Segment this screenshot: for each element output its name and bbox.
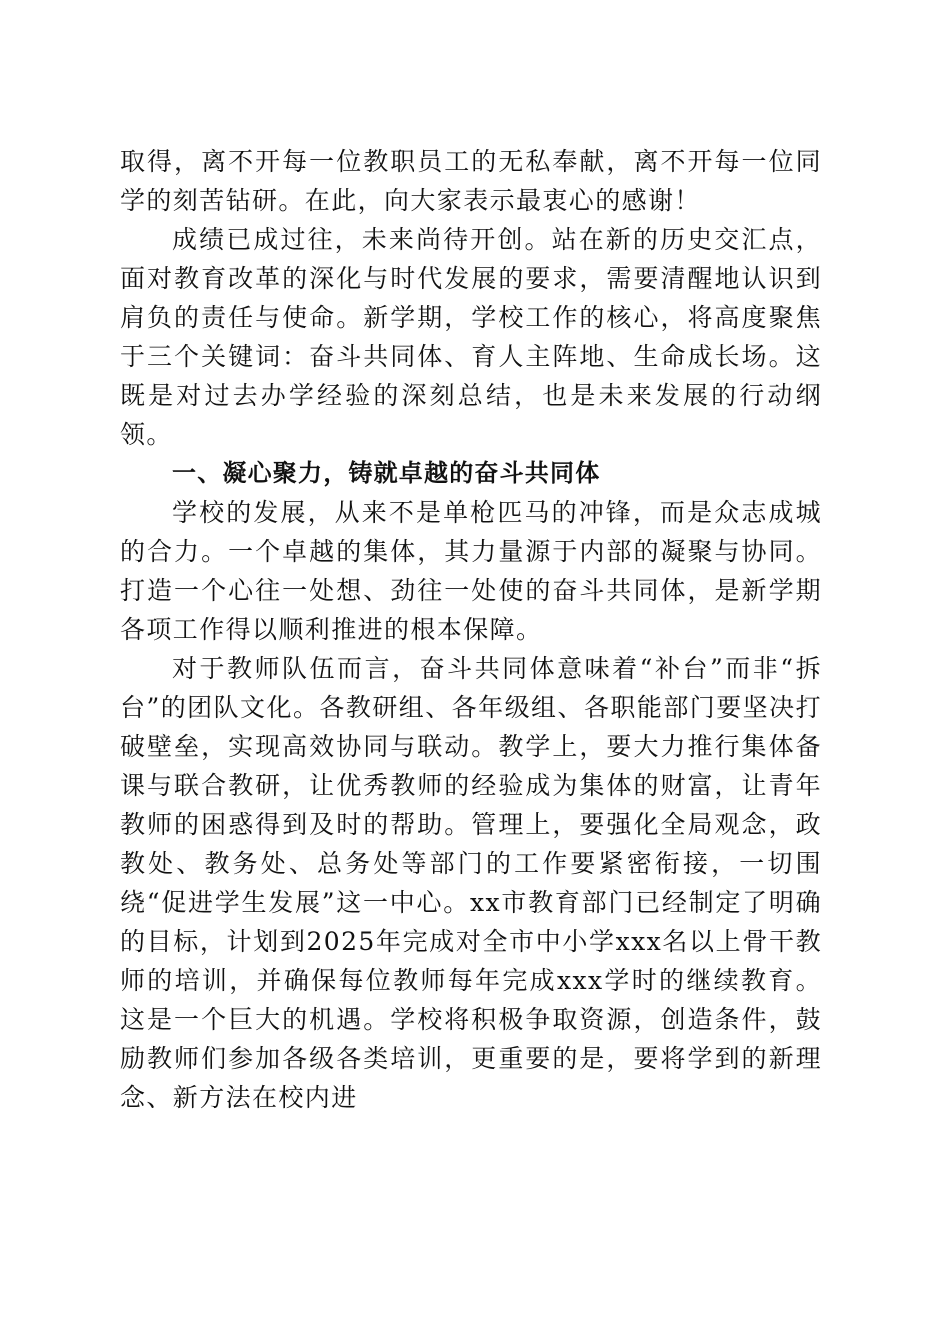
section-paragraph: 学校的发展，从来不是单枪匹马的冲锋，而是众志成城的合力。一个卓越的集体，其力量源于内部的凝聚与协同。打造一个心往一处想、劲往一处使的奋斗共同体，是新学期各项工作得以顺利推进的根本保障。 — [120, 498, 822, 644]
section-heading: 一、凝心聚力，铸就卓越的奋斗共同体 — [172, 459, 601, 487]
section-paragraph: 对于教师队伍而言，奋斗共同体意味着“补台”而非“拆台”的团队文化。各教研组、各年级组、各职能部门要坚决打破壁垒，实现高效协同与联动。教学上，要大力推行集体备课与联合教研，让优秀教师的经验成为集体的财富，让青年教师的困惑得到及时的帮助。管理上，要强化全局观念，政教处、教务处、总务处等部门的工作要紧密衔接，一切围绕“促进学生发展”这一中心。xx市教育部门已经制定了明确的目标，计划到2025年完成对全市中小学xxx名以上骨干教师的培训，并确保每位教师每年完成xxx学时的继续教育。这是一个巨大的机遇。学校将积极争取资源，创造条件，鼓励教师们参加各级各类培训，更重要的是，要将学到的新理念、新方法在校内进 — [120, 654, 822, 1112]
document-body — [120, 142, 822, 1117]
intro-paragraph: 成绩已成过往，未来尚待开创。站在新的历史交汇点，面对教育改革的深化与时代发展的要求，需要清醒地认识到肩负的责任与使命。新学期，学校工作的核心，将高度聚焦于三个关键词：奋斗共同体、育人主阵地、生命成长场。这既是对过去办学经验的深刻总结，也是未来发展的行动纲领。 — [120, 225, 822, 449]
continued-paragraph: 取得，离不开每一位教职员工的无私奉献，离不开每一位同学的刻苦钻研。在此，向大家表示最衷心的感谢！ — [120, 147, 822, 215]
